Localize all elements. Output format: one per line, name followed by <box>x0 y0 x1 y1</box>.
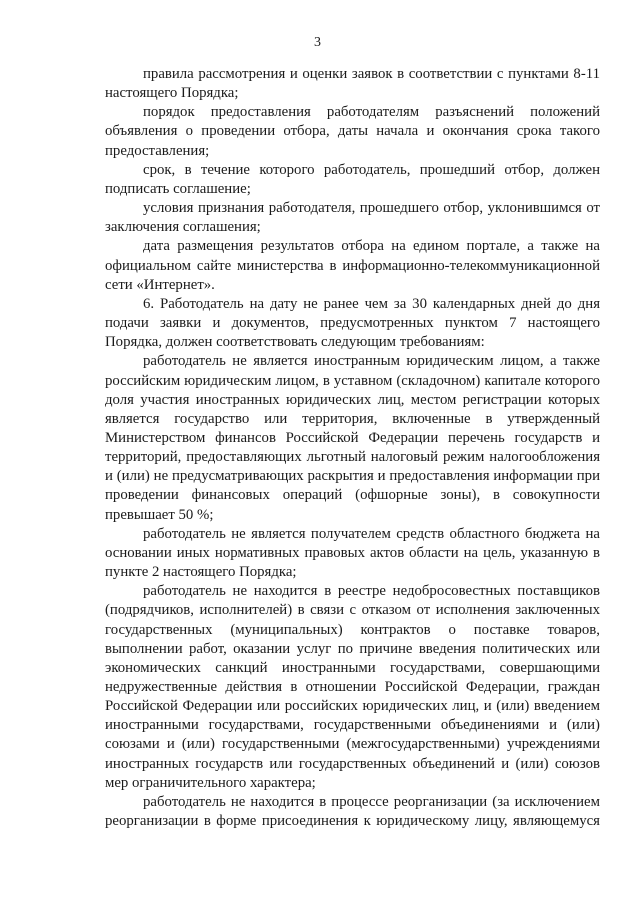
paragraph-clarifications: порядок предоставления работодателям разъяснений положений объявления о проведении отбора, даты начала и окончания срока такого предоставления; <box>105 104 600 159</box>
page-number: 3 <box>314 35 321 50</box>
document-body <box>105 65 600 831</box>
paragraph-item-6: 6. Работодатель на дату не ранее чем за 30 календарных дней до дня подачи заявки и документов, предусмотренных пунктом 7 настоящего Порядка, должен соответствовать следующим требованиям: <box>105 295 600 351</box>
paragraph-evaluation-rules: правила рассмотрения и оценки заявок в соответствии с пунктами 8-11 настоящего Порядка; <box>105 66 600 102</box>
paragraph-evasion-conditions: условия признания работодателя, прошедшего отбор, уклонившимся от заключения соглашения; <box>105 200 600 236</box>
paragraph-supplier-registry: работодатель не находится в реестре недобросовестных поставщиков (подрядчиков, исполнителей) в связи с отказом от исполнения заключенных государственных (муниципальных) контрактов о поставке товаров, выполнении работ, оказании услуг по причине введения политических или экономических санкций иностранными государствами, совершающими недружественные действия в отношении Российской Федерации, граждан Российской Федерации или российских юридических лиц, и (или) введением иностранными государствами, государственными объединениями и (или) союзами и (или) государственными (межгосударственными) учреждениями иностранных государств или государственных объединений и (или) союзов мер ограничительного характера; <box>105 583 600 791</box>
paragraph-foreign-entity: работодатель не является иностранным юридическим лицом, а также российским юридическим лицом, в уставном (складочном) капитале которого доля участия иностранных юридических лиц, местом регистрации которых является государство или территория, включенные в утвержденный Министерством финансов Российской Федерации перечень государств и территорий, предоставляющих льготный налоговый режим налогообложения и (или) не предусматривающих раскрытия и предоставления информации при проведении финансовых операций (офшорные зоны), в совокупности превышает 50 %; <box>105 353 600 523</box>
paragraph-results-publication: дата размещения результатов отбора на едином портале, а также на официальном сайте министерства в информационно-телекоммуникационной сети «Интернет». <box>105 238 600 293</box>
paragraph-budget-recipient: работодатель не является получателем средств областного бюджета на основании иных нормативных правовых актов области на цель, указанную в пункте 2 настоящего Порядка; <box>105 525 600 581</box>
paragraph-signing-term: срок, в течение которого работодатель, прошедший отбор, должен подписать соглашение; <box>105 161 600 197</box>
paragraph-reorganization: работодатель не находится в процессе реорганизации (за исключением реорганизации в форме присоединения к юридическому лицу, являющемуся <box>105 793 600 830</box>
